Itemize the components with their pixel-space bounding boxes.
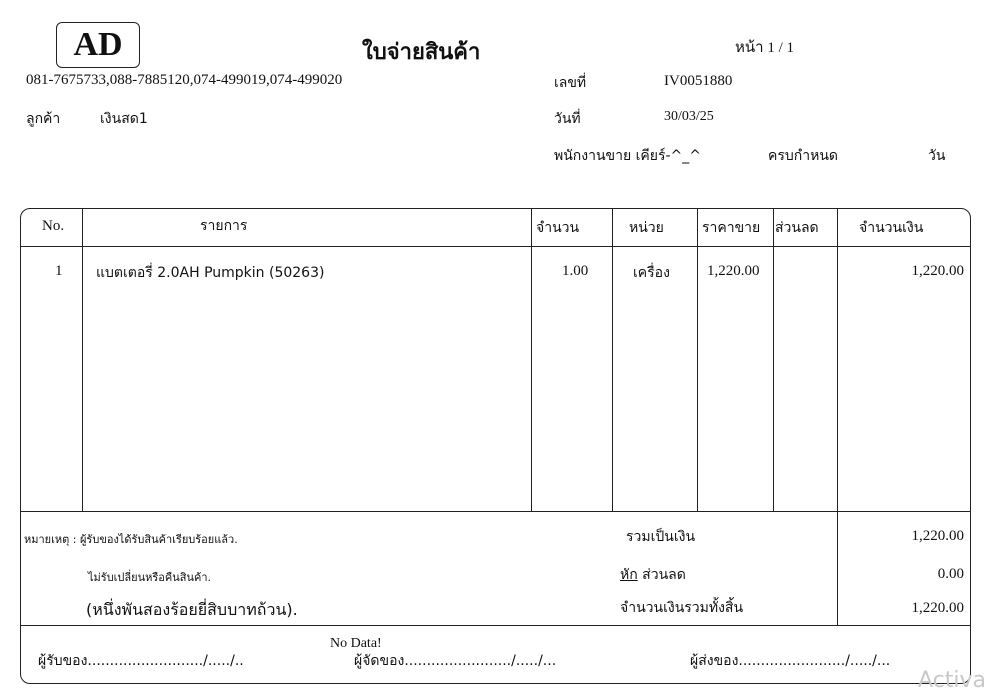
doc-no-value: IV0051880 [664, 73, 733, 89]
discount-label-text: ส่วนลด [637, 567, 686, 583]
company-phones: 081-7675733,088-7885120,074-499019,074-499020 [26, 72, 343, 88]
col-divider [612, 209, 613, 511]
col-divider [837, 209, 838, 625]
customer-value: เงินสด​1 [100, 111, 148, 127]
customer-label: ลูกค้า [26, 111, 61, 127]
col-divider [82, 209, 83, 511]
no-data-text: No Data! [330, 636, 382, 651]
day-label: วัน [928, 148, 946, 164]
col-header-price: ราคาขาย [702, 220, 761, 236]
packer-signature: ผู้จัดของ......................../...../... [354, 653, 557, 669]
col-header-discount: ส่วนลด [775, 220, 819, 236]
header-rule [21, 246, 970, 247]
row-item: แบตเตอรี่ 2.0AH Pumpkin (50263) [96, 265, 325, 281]
row-price: 1,220.00 [707, 263, 760, 279]
body-bottom-rule [21, 511, 970, 512]
note-received: หมายเหตุ : ผู้รับของได้รับสินค้าเรียบร้อยแล้ว. [24, 533, 238, 546]
col-header-unit: หน่วย [629, 220, 664, 236]
row-no: 1 [55, 263, 63, 279]
document-title: ใบจ่ายสินค้า [362, 40, 481, 65]
activation-watermark: Activa [918, 668, 986, 693]
company-logo [56, 22, 140, 68]
page-indicator: หน้า 1 / 1 [735, 40, 794, 56]
due-label: ครบกำหนด [768, 148, 838, 164]
date-value: 30/03/25 [664, 109, 714, 124]
discount-prefix: หัก [620, 567, 638, 583]
salesperson: พนักงานขาย เคียร์-^_^ [554, 148, 702, 164]
row-qty: 1.00 [562, 263, 589, 279]
subtotal-value: 1,220.00 [911, 528, 964, 544]
col-header-qty: จำนวน [536, 220, 580, 236]
row-amount: 1,220.00 [911, 263, 964, 279]
totals-bottom-rule [21, 625, 970, 626]
row-unit: เครื่อง [633, 265, 670, 281]
note-no-return: ไม่รับเปลี่ยนหรือคืนสินค้า. [88, 571, 212, 584]
sender-signature: ผู้ส่งของ......................../...../... [690, 653, 891, 669]
grand-total-value: 1,220.00 [911, 600, 964, 616]
grand-total-label: จำนวนเงินรวมทั้งสิ้น [620, 600, 744, 616]
col-header-no: No. [42, 218, 65, 234]
col-header-item: รายการ [200, 218, 248, 234]
receiver-signature: ผู้รับของ........................../...../.. [38, 653, 244, 669]
logo-text: AD [73, 26, 123, 63]
date-label: วันที่ [554, 111, 581, 127]
discount-total-label [620, 564, 686, 586]
col-header-amount: จำนวนเงิน [859, 220, 924, 236]
col-divider [697, 209, 698, 511]
doc-no-label: เลขที่ [554, 75, 587, 91]
subtotal-label: รวมเป็นเงิน [626, 529, 696, 545]
amount-in-words: (หนึ่งพันสองร้อยยี่สิบบาทถ้วน). [86, 600, 298, 619]
col-divider [531, 209, 532, 511]
discount-value: 0.00 [937, 566, 964, 582]
col-divider [773, 209, 774, 511]
